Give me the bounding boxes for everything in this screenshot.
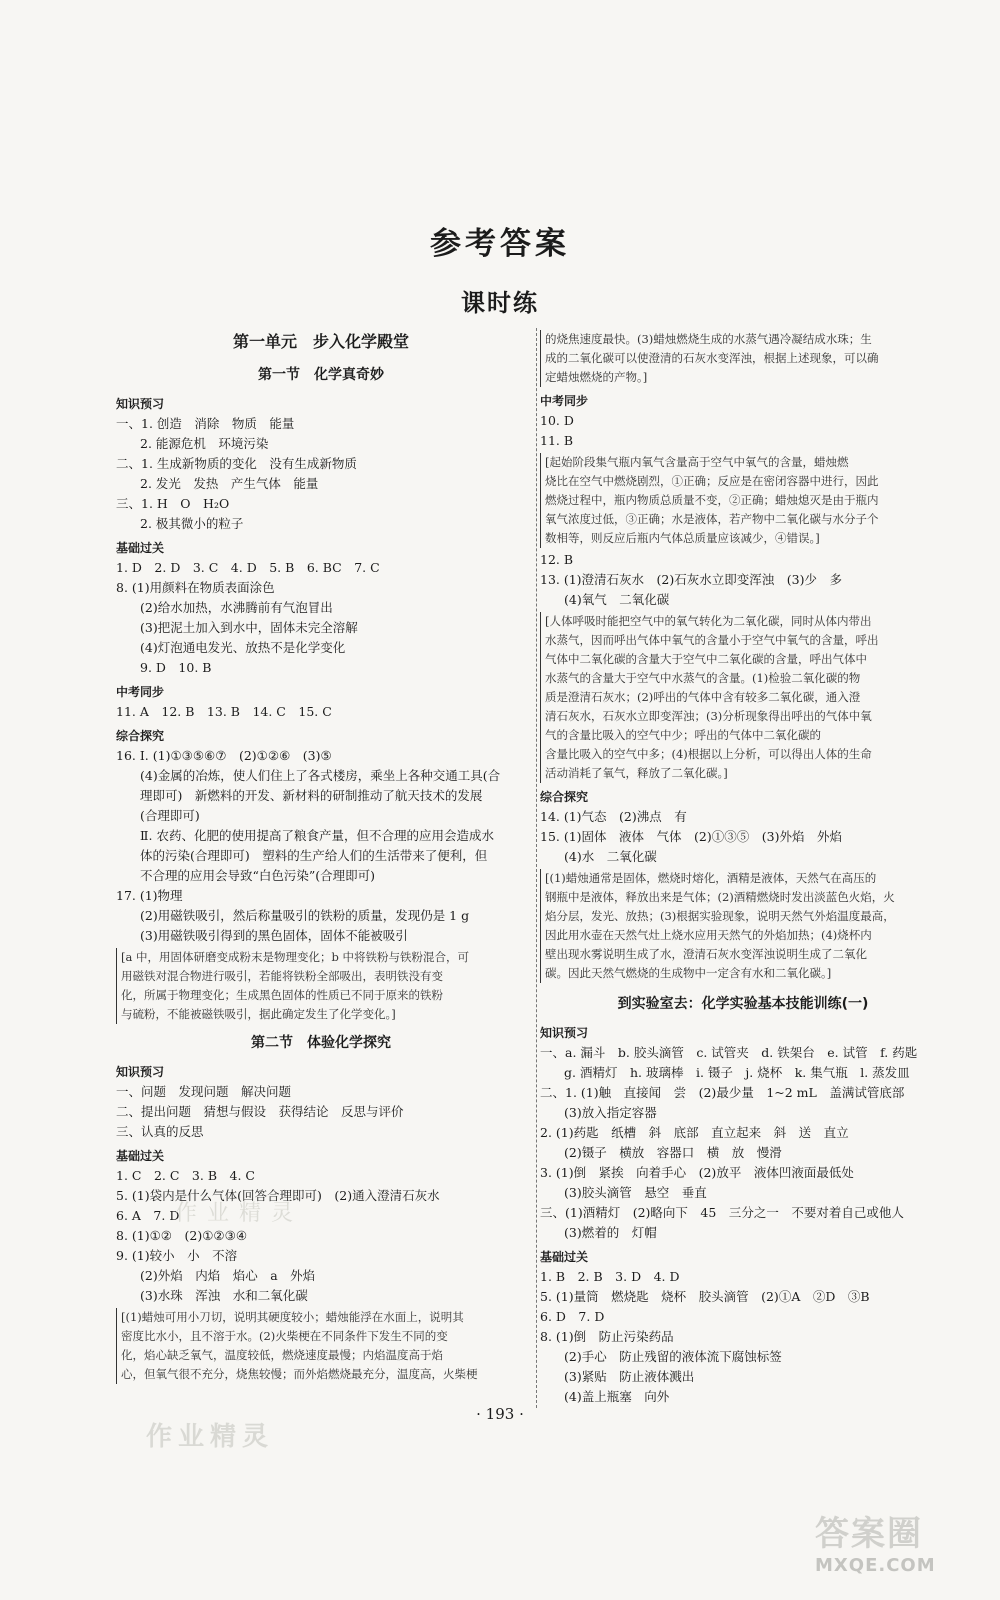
answer-line: (3)放入指定容器 [564,1105,657,1120]
section-heading: 第二节 体验化学探究 [251,1035,391,1051]
answer-line: 9. D 10. B [140,660,212,675]
right-column [540,328,946,1407]
answer-line: (合理即可) [140,808,200,823]
answer-line: (3)水珠 浑浊 水和二氧化碳 [140,1288,308,1303]
block-heading: 知识预习 [540,1026,589,1040]
answer-list [116,702,526,722]
answer-line: 成的二氧化碳可以使澄清的石灰水变浑浊，根据上述现象，可以确 [545,351,879,365]
answer-line: 碳。因此天然气燃烧的生成物中一定含有水和二氧化碳。] [545,966,832,980]
answer-line: 体的污染(合理即可) 塑料的生产给人们的生活带来了便利，但 [140,848,488,863]
explanation-note [116,1308,526,1384]
answer-line: (3)把泥土加入到水中，固体未完全溶解 [140,620,358,635]
explanation-note [540,453,946,548]
section-heading: 第一节 化学真奇妙 [258,367,384,383]
answer-line: 8. (1)①② (2)①②③④ [116,1228,248,1243]
answer-line: 密度比水小，且不溶于水。(2)火柴梗在不同条件下发生不同的变 [121,1329,448,1343]
answer-line: g. 酒精灯 h. 玻璃棒 i. 镊子 j. 烧杯 k. 集气瓶 l. 蒸发皿 [564,1065,910,1080]
answer-line: 化，所属于物理变化；生成黑色固体的性质已不同于原来的铁粉 [121,988,443,1002]
block-heading: 知识预习 [116,1065,165,1079]
answer-line: 三、认真的反思 [116,1124,204,1139]
answer-line: 用磁铁对混合物进行吸引，若能将铁粉全部吸出，表明铁没有变 [121,969,443,983]
answer-line: 12. B [540,552,574,567]
block-heading: 中考同步 [540,394,589,408]
answer-list [540,807,946,867]
answer-line: 5. (1)袋内是什么气体(回答合理即可) (2)通入澄清石灰水 [116,1188,440,1203]
answer-line: 二、1. 生成新物质的变化 没有生成新物质 [116,456,357,471]
answer-line: 10. D [540,413,574,428]
answer-line: 数相等，则反应后瓶内气体总质量应该减少，④错误。] [545,531,820,545]
answer-line: Ⅱ. 农药、化肥的使用提高了粮食产量，但不合理的应用会造成水 [140,828,494,843]
answer-line: 6. A 7. D [116,1208,180,1223]
answer-line: (4)金属的冶炼，使人们住上了各式楼房，乘坐上各种交通工具(合 [140,768,501,783]
answer-line: 2. 极其微小的粒子 [140,516,244,531]
answer-line: 清石灰水，石灰水立即变浑浊；(3)分析现象得出呼出的气体中氧 [545,709,872,723]
answer-list [540,1267,946,1407]
answer-line: (4)灯泡通电发光、放热不是化学变化 [140,640,346,655]
answer-line: (2)外焰 内焰 焰心 a 外焰 [140,1268,316,1283]
answer-line: 8. (1)用颜料在物质表面涂色 [116,580,275,595]
column-divider [536,328,537,1408]
answer-line: (3)紧贴 防止液体溅出 [564,1369,695,1384]
answer-line: 6. D 7. D [540,1309,605,1324]
answer-list [116,1082,526,1142]
answer-line: 17. (1)物理 [116,888,183,903]
logo-url: MXQE.COM [815,1555,936,1576]
answer-list [116,558,526,678]
answer-line: 二、1. (1)触 直接闻 尝 (2)最少量 1~2 mL 盖满试管底部 [540,1085,905,1100]
answer-line: (4)水 二氧化碳 [564,849,657,864]
answer-line: 8. (1)倒 防止污染药品 [540,1329,674,1344]
answer-line: (4)氧气 二氧化碳 [564,592,670,607]
block-heading: 基础过关 [540,1250,589,1264]
answer-line: 烧比在空气中燃烧剧烈，①正确；反应是在密闭容器中进行，因此 [545,474,879,488]
answer-line: 11. B [540,433,574,448]
answer-line: (2)用磁铁吸引，然后称量吸引的铁粉的质量，发现仍是 1 g [140,908,470,923]
explanation-note [540,330,946,387]
answer-line: 三、1. H O H₂O [116,496,230,511]
left-column [116,330,526,1386]
answer-line: 2. 能源危机 环境污染 [140,436,269,451]
answer-line: 一、a. 漏斗 b. 胶头滴管 c. 试管夹 d. 铁架台 e. 试管 f. 药匙 [540,1045,918,1060]
answer-line: [(1)蜡烛可用小刀切，说明其硬度较小；蜡烛能浮在水面上，说明其 [121,1310,464,1324]
block-heading: 综合探究 [540,790,589,804]
site-logo [815,1506,975,1596]
answer-line: 心，但氧气很不充分，烧焦较慢；而外焰燃烧最充分，温度高，火柴梗 [121,1367,478,1381]
page-subtitle: 课时练 [461,289,539,317]
answer-line: [(1)蜡烛通常是固体，燃烧时熔化，酒精是液体，天然气在高压的 [545,871,877,885]
answer-line: 水蒸气的含量大于空气中水蒸气的含量。(1)检验二氧化碳的物 [545,671,861,685]
answer-line: [人体呼吸时能把空气中的氧气转化为二氧化碳，同时从体内带出 [545,614,872,628]
answer-list [540,411,946,431]
answer-line: 15. (1)固体 液体 气体 (2)①③⑤ (3)外焰 外焰 [540,829,842,844]
block-heading: 中考同步 [116,685,165,699]
answer-line: 一、问题 发现问题 解决问题 [116,1084,292,1099]
answer-line: 三、(1)酒精灯 (2)略向下 45 三分之一 不要对着自己或他人 [540,1205,904,1220]
answer-line: 1. D 2. D 3. C 4. D 5. B 6. BC 7. C [116,560,380,575]
watermark-mid: 作业精灵 [175,1201,304,1226]
answer-line: 活动消耗了氧气，释放了二氧化碳。] [545,766,728,780]
block-heading: 知识预习 [116,397,165,411]
logo-mark: 答案圈 [815,1514,923,1554]
answer-line: 燃烧过程中，瓶内物质总质量不变，②正确；蜡烛熄灭是由于瓶内 [545,493,879,507]
answer-list [540,550,946,610]
answer-line: 2. 发光 发热 产生气体 能量 [140,476,319,491]
answer-line: 钢瓶中是液体，释放出来是气体；(2)酒精燃烧时发出淡蓝色火焰，火 [545,890,895,904]
watermark: 作业精灵 [146,1422,275,1452]
answer-line: 水蒸气，因而呼出气体中氧气的含量小于空气中氧气的含量，呼出 [545,633,879,647]
answer-line: 氧气浓度过低，③正确；水是液体，若产物中二氧化碳与水分子个 [545,512,879,526]
answer-line: 理即可) 新燃料的开发、新材料的研制推动了航天技术的发展 [140,788,483,803]
answer-line: 1. B 2. B 3. D 4. D [540,1269,680,1284]
answer-line: 3. (1)倒 紧挨 向着手心 (2)放平 液体凹液面最低处 [540,1165,854,1180]
answer-line: 13. (1)澄清石灰水 (2)石灰水立即变浑浊 (3)少 多 [540,572,842,587]
answer-line: 定蜡烛燃烧的产物。] [545,370,648,384]
answer-line: 11. A 12. B 13. B 14. C 15. C [116,704,332,719]
answer-line: 二、提出问题 猜想与假设 获得结论 反思与评价 [116,1104,404,1119]
answer-list [116,1166,526,1306]
answer-line: 因此用水壶在天然气灶上烧水应用天然气的外焰加热；(4)烧杯内 [545,928,872,942]
answer-list [116,414,526,534]
answer-line: 气的含量比吸入的空气中少；呼出的气体中二氧化碳的 [545,728,821,742]
answer-line: 的烧焦速度最快。(3)蜡烛燃烧生成的水蒸气遇冷凝结成水珠；生 [545,332,872,346]
answer-line: (4)盖上瓶塞 向外 [564,1389,670,1404]
answer-line: 含量比吸入的空气中多；(4)根据以上分析，可以得出人体的生命 [545,747,872,761]
answer-line: 2. (1)药匙 纸槽 斜 底部 直立起来 斜 送 直立 [540,1125,849,1140]
explanation-note [540,869,946,983]
answer-line: (3)胶头滴管 悬空 垂直 [564,1185,707,1200]
answer-line: 不合理的应用会导致“白色污染”(合理即可) [140,868,376,883]
explanation-note [540,612,946,783]
block-heading: 综合探究 [116,729,165,743]
lab-heading: 到实验室去：化学实验基本技能训练(一) [617,996,869,1012]
answer-line: 5. (1)量筒 燃烧匙 烧杯 胶头滴管 (2)①A ②D ③B [540,1289,870,1304]
answer-list [540,1043,946,1243]
explanation-note [116,948,526,1024]
page-title: 参考答案 [430,226,570,262]
answer-line: 1. C 2. C 3. B 4. C [116,1168,255,1183]
answer-line: 16. Ⅰ. (1)①③⑤⑥⑦ (2)①②⑥ (3)⑤ [116,748,332,763]
answer-line: [起始阶段集气瓶内氧气含量高于空气中氧气的含量，蜡烛燃 [545,455,849,469]
answer-list [116,746,526,946]
answer-line: 焰分层，发光、放热；(3)根据实验现象，说明天然气外焰温度最高， [545,909,895,923]
answer-line: (2)手心 防止残留的液体流下腐蚀标签 [564,1349,782,1364]
answer-line: 14. (1)气态 (2)沸点 有 [540,809,687,824]
answer-line: (2)镊子 横放 容器口 横 放 慢滑 [564,1145,782,1160]
page-number: · 193 · [476,1405,524,1423]
answer-line: 9. (1)较小 小 不溶 [116,1248,238,1263]
answer-line: (3)用磁铁吸引得到的黑色固体，固体不能被吸引 [140,928,408,943]
answer-line: 质是澄清石灰水；(2)呼出的气体中含有较多二氧化碳，通入澄 [545,690,861,704]
answer-line: 与硫粉，不能被磁铁吸引，据此确定发生了化学变化。] [121,1007,396,1021]
answer-line: (3)燃着的 灯帽 [564,1225,657,1240]
answer-line: 壁出现水雾说明生成了水，澄清石灰水变浑浊说明生成了二氧化 [545,947,867,961]
answer-line: 化，焰心缺乏氧气，温度较低，燃烧速度最慢；内焰温度高于焰 [121,1348,443,1362]
answer-line: 气体中二氧化碳的含量大于空气中二氧化碳的含量，呼出气体中 [545,652,867,666]
answer-line: [a 中，用固体研磨变成粉末是物理变化；b 中将铁粉与铁粉混合，可 [121,950,470,964]
unit-heading: 第一单元 步入化学殿堂 [232,332,409,351]
answer-line: 一、1. 创造 消除 物质 能量 [116,416,295,431]
answer-line: (2)给水加热，水沸腾前有气泡冒出 [140,600,333,615]
block-heading: 基础过关 [116,1149,165,1163]
block-heading: 基础过关 [116,541,165,555]
